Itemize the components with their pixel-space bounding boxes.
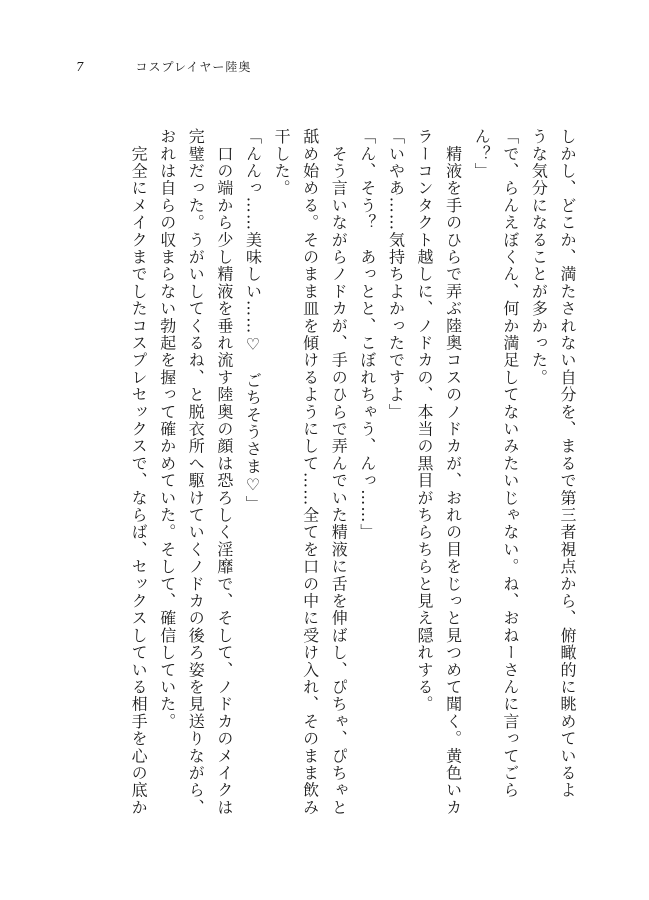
text-line: 「ん、そう？ あっとと、こぼれちゃう、んっ……」: [357, 128, 377, 541]
text-line: 舐め始める。そのまま皿を傾けるようにして……全てを口の中に受け入れ、そのまま飲み: [300, 128, 320, 816]
running-head: [76, 58, 251, 75]
text-line: うな気分になることが多かった。: [529, 128, 549, 386]
text-line: しかし、どこか、満たされない自分を、まるで第三者視点から、俯瞰的に眺めているよ: [558, 128, 577, 799]
text-line: 口の端から少し精液を垂れ流す陸奥の顔は恐ろしく淫靡で、そして、ノドカのメイクは: [214, 128, 234, 816]
page-number: 7: [76, 60, 85, 74]
text-line: そう言いながらノドカが、手のひらで弄んでいた精液に舌を伸ばし、ぴちゃ、ぴちゃと: [329, 128, 349, 816]
text-line: 「いやあ……気持ちよかったですよ」: [386, 128, 406, 421]
text-line: ラーコンタクト越しに、ノドカの、本当の黒目がちらちらと見え隠れする。: [415, 128, 435, 713]
text-line: 完璧だった。うがいしてくるね、と脱衣所へ駆けていくノドカの後ろ姿を見送りながら、: [186, 128, 206, 816]
text-line: 「で、らんえぼくん、何か満足してないみたいじゃない。ね、おねーさんに言ってごら: [500, 128, 520, 799]
running-title: コスプレイヤー陸奥: [135, 60, 252, 74]
body-text: [61, 128, 581, 828]
text-line: 完全にメイクまでしたコスプレセックスで、ならば、セックスしている相手を心の底か: [129, 128, 149, 816]
text-line: ん？」: [472, 128, 492, 180]
text-line: 精液を手のひらで弄ぶ陸奥コスのノドカが、おれの目をじっと見つめて聞く。黄色いカ: [443, 128, 463, 816]
text-line: 干した。: [272, 128, 292, 197]
text-line: おれは自らの収まらない勃起を握って確かめていた。そして、確信していた。: [157, 128, 177, 730]
text-line: 「んんっ……美味しい……♡ ごちそうさま♡」: [243, 128, 263, 513]
